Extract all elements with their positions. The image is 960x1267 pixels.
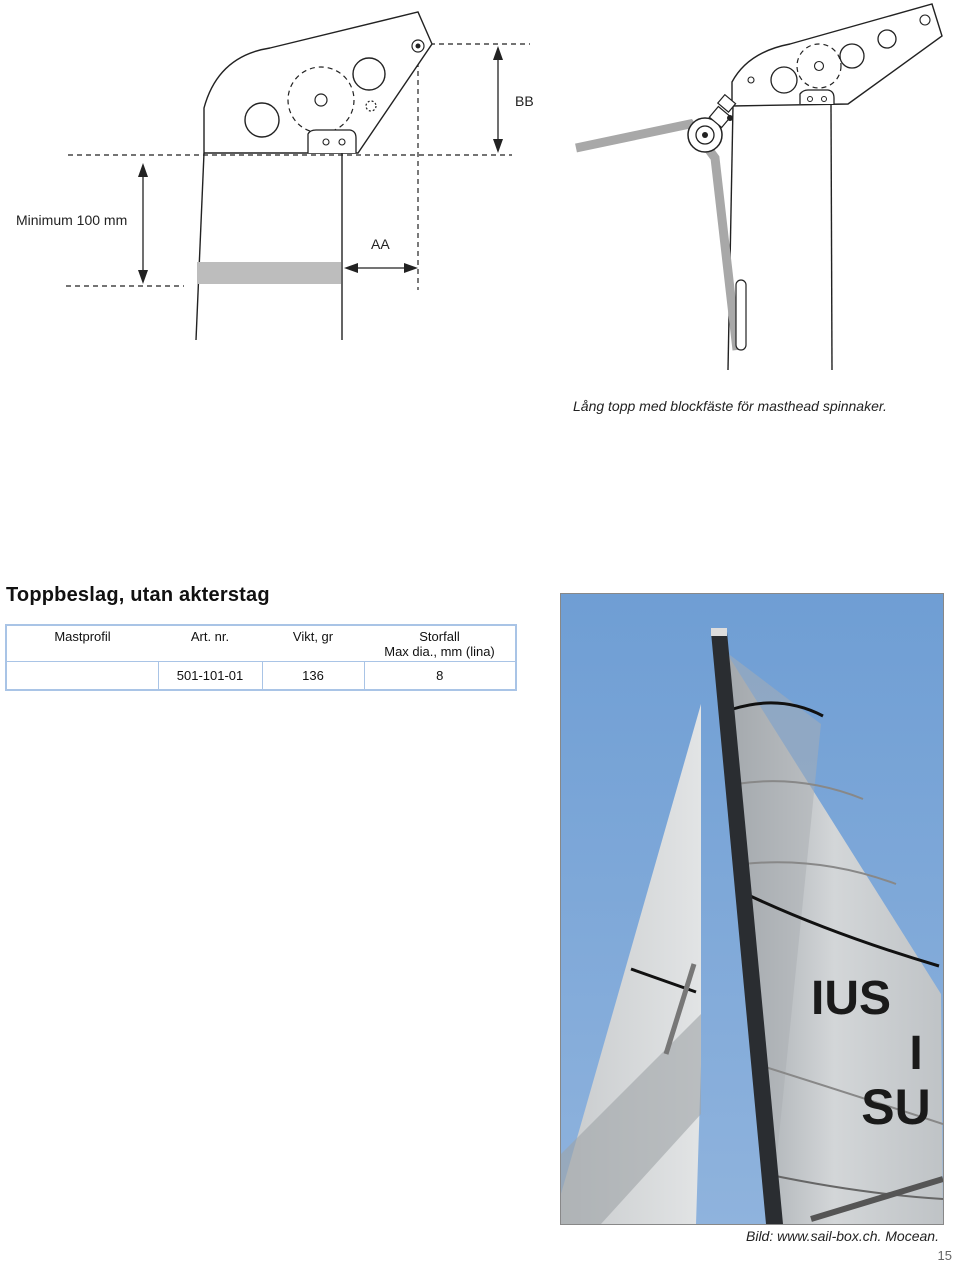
sail-photo <box>560 593 944 1225</box>
page-number: 15 <box>937 1248 952 1263</box>
table-row <box>6 662 516 691</box>
header-vikt: Vikt, gr <box>292 629 334 644</box>
table-header-row <box>6 625 516 662</box>
label-bb: BB <box>515 93 534 109</box>
header-storfall-title: Storfall <box>419 629 460 644</box>
header-art-nr: Art. nr. <box>190 629 230 644</box>
label-aa: AA <box>371 236 390 252</box>
cell-vikt: 136 <box>262 662 364 691</box>
header-storfall <box>364 625 516 662</box>
masthead-diagram-left <box>0 0 560 350</box>
photo-caption: Bild: www.sail-box.ch. Mocean. <box>746 1228 939 1244</box>
label-minimum: Minimum 100 mm <box>16 212 128 228</box>
sail-text-top: IUS <box>810 972 892 1025</box>
cell-mastprofil <box>6 662 158 691</box>
masthead-diagram-right <box>560 0 960 380</box>
sail-text-bottom: SU <box>861 1079 931 1135</box>
section-title: Toppbeslag, utan akterstag <box>6 584 270 606</box>
header-storfall-sub: Max dia., mm (lina) <box>384 644 495 659</box>
diagram-caption: Lång topp med blockfäste för masthead spinnaker. <box>573 398 887 414</box>
sail-illustration <box>561 594 943 1224</box>
header-mastprofil: Mastprofil <box>54 629 111 644</box>
cell-art-nr: 501-101-01 <box>158 662 262 691</box>
cell-storfall: 8 <box>364 662 516 691</box>
spec-table <box>5 624 517 691</box>
sail-text-low: I <box>909 1027 923 1080</box>
